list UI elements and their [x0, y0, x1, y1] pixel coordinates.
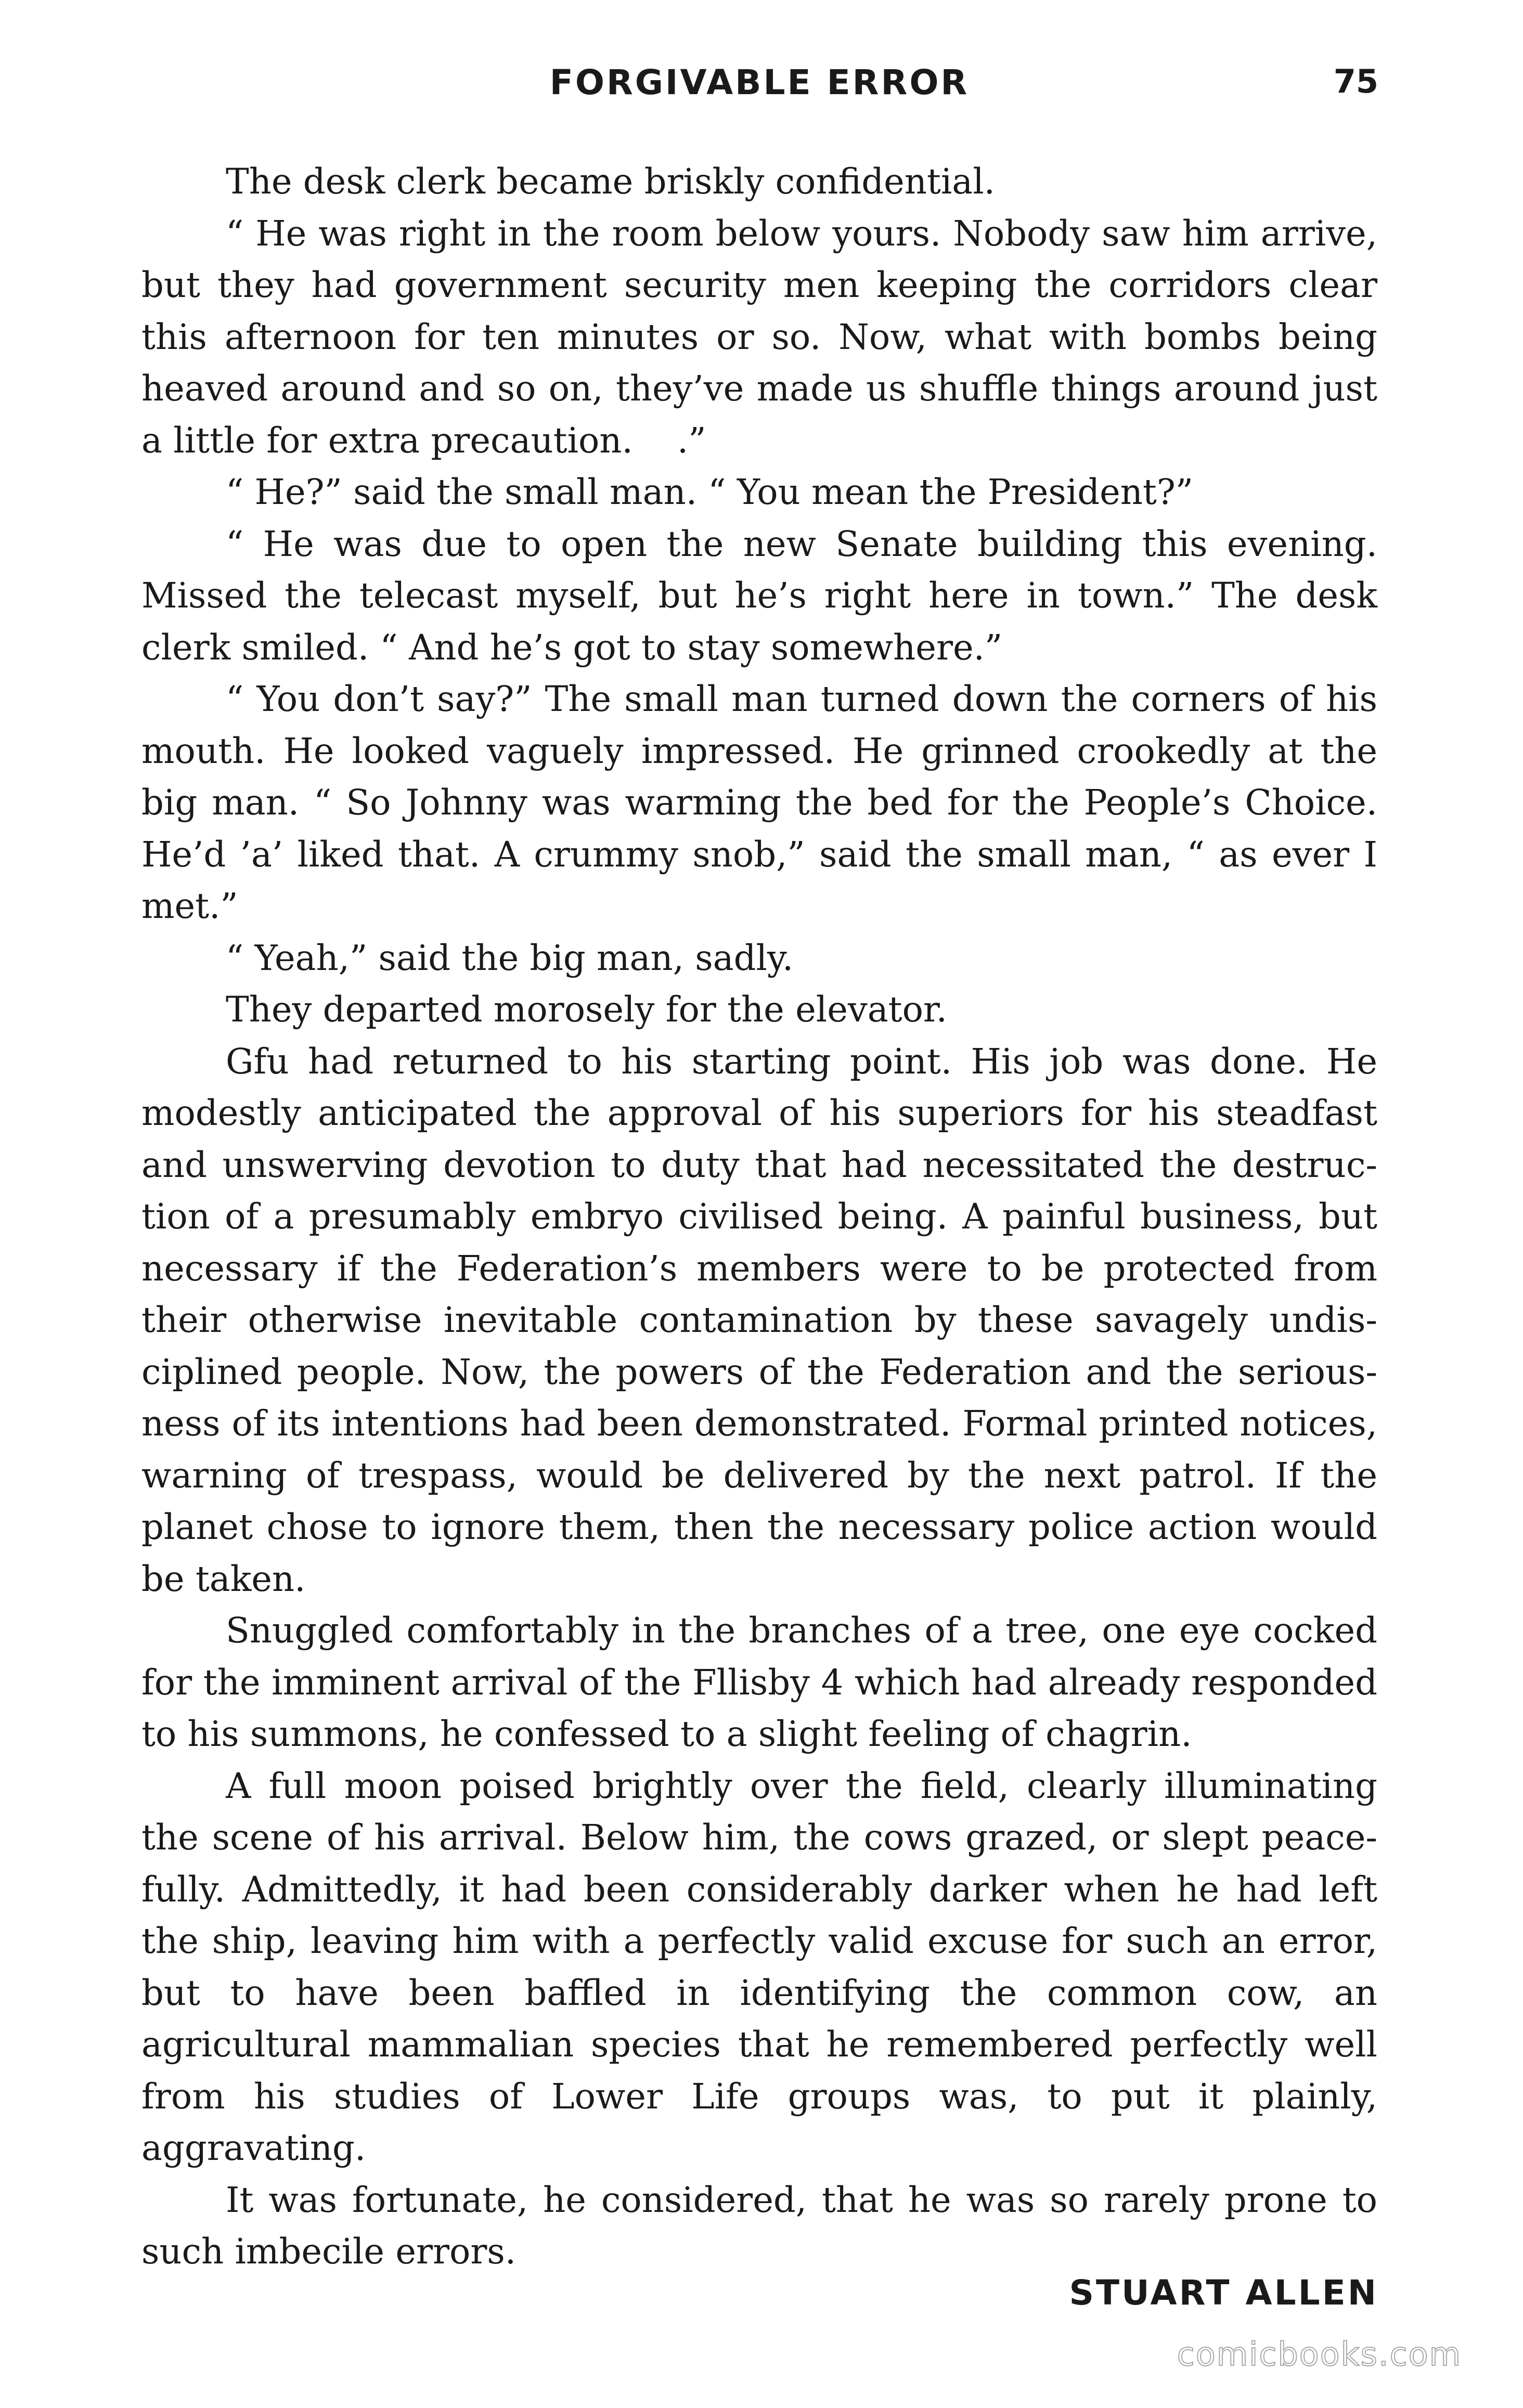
running-head: [140, 62, 1378, 125]
paragraph: “ He?” said the small man. “ You mean the President?”: [226, 472, 1194, 512]
author-byline: STUART ALLEN: [1069, 2273, 1378, 2313]
watermark: comicbooks.com: [1177, 2335, 1462, 2373]
running-title: FORGIVABLE ERROR: [549, 62, 970, 102]
paragraph: It was fortunate, he considered, that he was so rarely prone to such imbecile errors.: [141, 2179, 1377, 2272]
paragraph: Gfu had returned to his starting point. His job was done. He modestly anticipated the approval of his superiors for his steadfast and unswerving devotion to duty that had necessitated the destruction of a presumably embryo civilised being. A painful business, but necessary if the Federation’s members were to be protected from their otherwise inevitable contamination by these savagely undisciplined people. Now, the powers of the Federation and the seriousness of its intentions had been demonstrated. Formal printed notices, warning of trespass, would be delivered by the next patrol. If the planet chose to ignore them, then the necessary police action would be taken.: [141, 1041, 1377, 1599]
paragraph: “ He was right in the room below yours. Nobody saw him arrive, but they had government security men keeping the corridors clear this afternoon for ten minutes or so. Now, what with bombs being heaved around and so on, they’ve made us shuffle things around just a little for extra precaution. .”: [141, 213, 1377, 461]
paragraph: Snuggled comfortably in the branches of a tree, one eye cocked for the imminent arrival of the Fllisby 4 which had already responded to his summons, he confessed to a slight feeling of chagrin.: [141, 1610, 1377, 1754]
paragraph: “ Yeah,” said the big man, sadly.: [226, 937, 794, 978]
paragraph: They departed morosely for the elevator.: [226, 989, 947, 1030]
paragraph: The desk clerk became briskly confidential.: [226, 161, 995, 202]
page-number: 75: [1333, 62, 1378, 100]
paragraph: A full moon poised brightly over the field, clearly illuminating the scene of his arrival. Below him, the cows grazed, or slept peacefully. Admittedly, it had been considerably darker when he had left the ship, leaving him with a perfectly valid excuse for such an error, but to have been baffled in identifying the common cow, an agricultural mammalian species that he remembered perfectly well from his studies of Lower Life groups was, to put it plainly, aggravating.: [141, 1765, 1377, 2168]
paragraph: “ You don’t say?” The small man turned down the corners of his mouth. He looked vaguely impressed. He grinned crookedly at the big man. “ So Johnny was warming the bed for the People’s Choice. He’d ’a’ liked that. A crummy snob,” said the small man, “ as ever I met.”: [141, 679, 1377, 926]
body-text: [141, 156, 1377, 2278]
paragraph: “ He was due to open the new Senate building this evening. Missed the telecast myself, but he’s right here in town.” The desk clerk smiled. “ And he’s got to stay somewhere.”: [141, 523, 1377, 668]
